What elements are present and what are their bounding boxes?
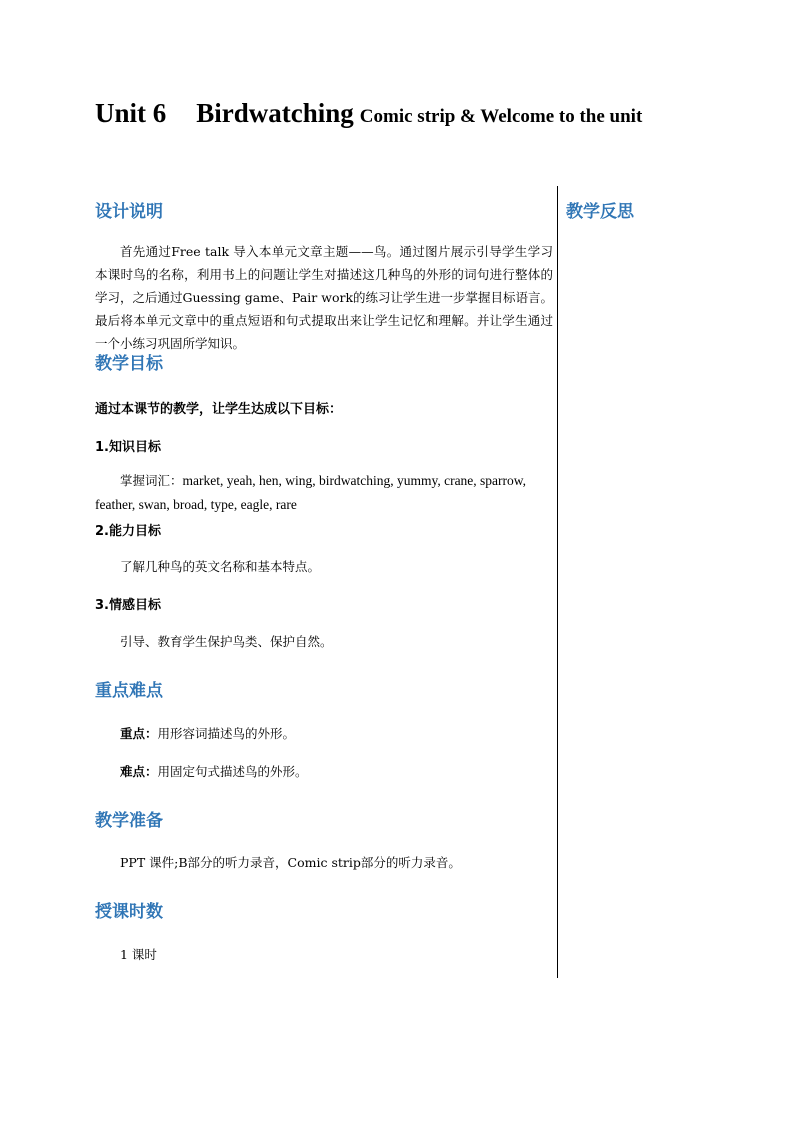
heading-key-points: 重点难点 [95,681,163,701]
design-description: 首先通过Free talk 导入本单元文章主题——鸟。通过图片展示引导学生学习本课时鸟的名称，利用书上的问题让学生对描述这几种鸟的外形的词句进行整体的学习，之后通过Guessing game、Pair work的练习让学生进一步掌握目标语言。最后将本单元文章中的重点短语和句式提取出来让学生记忆和理解。并让学生通过一个小练习巩固所学知识。 [95,244,554,351]
emotion-title: 3.情感目标 [95,598,161,613]
ability-title: 2.能力目标 [95,524,161,539]
heading-reflection: 教学反思 [566,202,634,222]
key-point [120,724,295,742]
heading-design: 设计说明 [95,202,163,222]
heading-hours: 授课时数 [95,902,163,922]
key-point-label: 重点： [120,726,158,741]
key-point-text: 用形容词描述鸟的外形。 [157,726,296,741]
unit-name: Birdwatching [196,98,354,128]
difficult-point [120,762,308,780]
preparation-text: PPT 课件;B部分的听力录音，Comic strip部分的听力录音。 [120,855,461,870]
difficult-point-label: 难点： [120,764,158,779]
difficult-point-text: 用固定句式描述鸟的外形。 [157,764,308,779]
column-divider [557,186,558,978]
emotion-text: 引导、教育学生保护鸟类、保护自然。 [120,634,333,649]
heading-objectives: 教学目标 [95,354,163,374]
knowledge-vocabulary [95,469,553,517]
vocab-label: 掌握词汇： [120,473,183,488]
vocab-words: market, yeah, hen, wing, birdwatching, yummy, crane, sparrow, feather, swan, broad, type, eagle, rare [95,473,527,512]
objectives-intro: 通过本课节的教学，让学生达成以下目标： [95,402,343,417]
page-title [95,98,642,129]
knowledge-title: 1.知识目标 [95,440,161,455]
unit-number: Unit 6 [95,98,167,128]
ability-text: 了解几种鸟的英文名称和基本特点。 [120,559,321,574]
heading-preparation: 教学准备 [95,811,163,831]
hours-text: 1 课时 [120,947,157,962]
lesson-subtitle: Comic strip & Welcome to the unit [359,106,643,127]
